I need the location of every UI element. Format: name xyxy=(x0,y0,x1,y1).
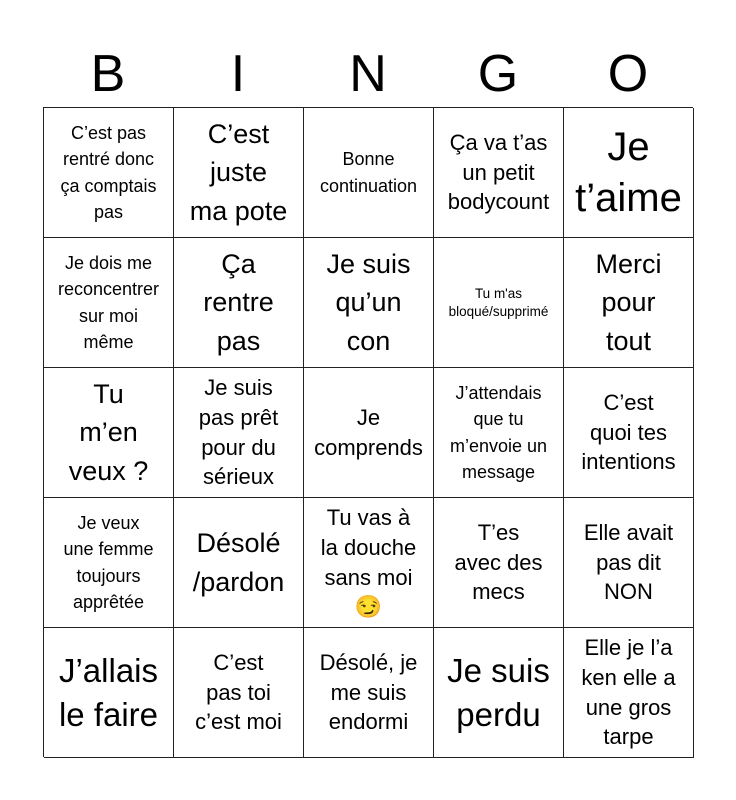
bingo-cell[interactable]: Désolé /pardon xyxy=(174,498,304,628)
bingo-cell[interactable]: Je suis qu’un con xyxy=(304,238,434,368)
bingo-cell[interactable]: Je t’aime xyxy=(564,108,694,238)
bingo-cell[interactable]: Tu m'as bloqué/supprimé xyxy=(434,238,564,368)
header-letter-n: N xyxy=(349,45,387,103)
bingo-cell[interactable]: T’es avec des mecs xyxy=(434,498,564,628)
bingo-cell[interactable]: Ça rentre pas xyxy=(174,238,304,368)
header-letter-i: I xyxy=(230,45,246,103)
bingo-cell[interactable]: Tu vas à la douche sans moi 😏 xyxy=(304,498,434,628)
bingo-cell[interactable]: C’est pas toi c’est moi xyxy=(174,628,304,758)
bingo-cell[interactable]: Je veux une femme toujours apprêtée xyxy=(44,498,174,628)
bingo-cell[interactable]: Ça va t’as un petit bodycount xyxy=(434,108,564,238)
bingo-cell[interactable]: Désolé, je me suis endormi xyxy=(304,628,434,758)
bingo-cell[interactable]: Merci pour tout xyxy=(564,238,694,368)
bingo-cell[interactable]: Je suis perdu xyxy=(434,628,564,758)
bingo-cell[interactable]: C’est juste ma pote xyxy=(174,108,304,238)
bingo-cell[interactable]: C’est quoi tes intentions xyxy=(564,368,694,498)
bingo-cell[interactable]: Elle avait pas dit NON xyxy=(564,498,694,628)
bingo-header xyxy=(43,40,693,108)
header-letter-b: B xyxy=(90,45,126,103)
bingo-cell[interactable]: Je comprends xyxy=(304,368,434,498)
bingo-cell[interactable]: Tu m’en veux ? xyxy=(44,368,174,498)
bingo-cell[interactable]: J’attendais que tu m’envoie un message xyxy=(434,368,564,498)
bingo-cell[interactable]: Je suis pas prêt pour du sérieux xyxy=(174,368,304,498)
bingo-cell[interactable]: J’allais le faire xyxy=(44,628,174,758)
bingo-board xyxy=(43,107,693,757)
bingo-cell[interactable]: Bonne continuation xyxy=(304,108,434,238)
bingo-cell[interactable]: Elle je l’a ken elle a une gros tarpe xyxy=(564,628,694,758)
bingo-cell[interactable]: C’est pas rentré donc ça comptais pas xyxy=(44,108,174,238)
bingo-cell[interactable]: Je dois me reconcentrer sur moi même xyxy=(44,238,174,368)
header-letter-o: O xyxy=(607,45,649,103)
header-letter-g: G xyxy=(477,45,519,103)
